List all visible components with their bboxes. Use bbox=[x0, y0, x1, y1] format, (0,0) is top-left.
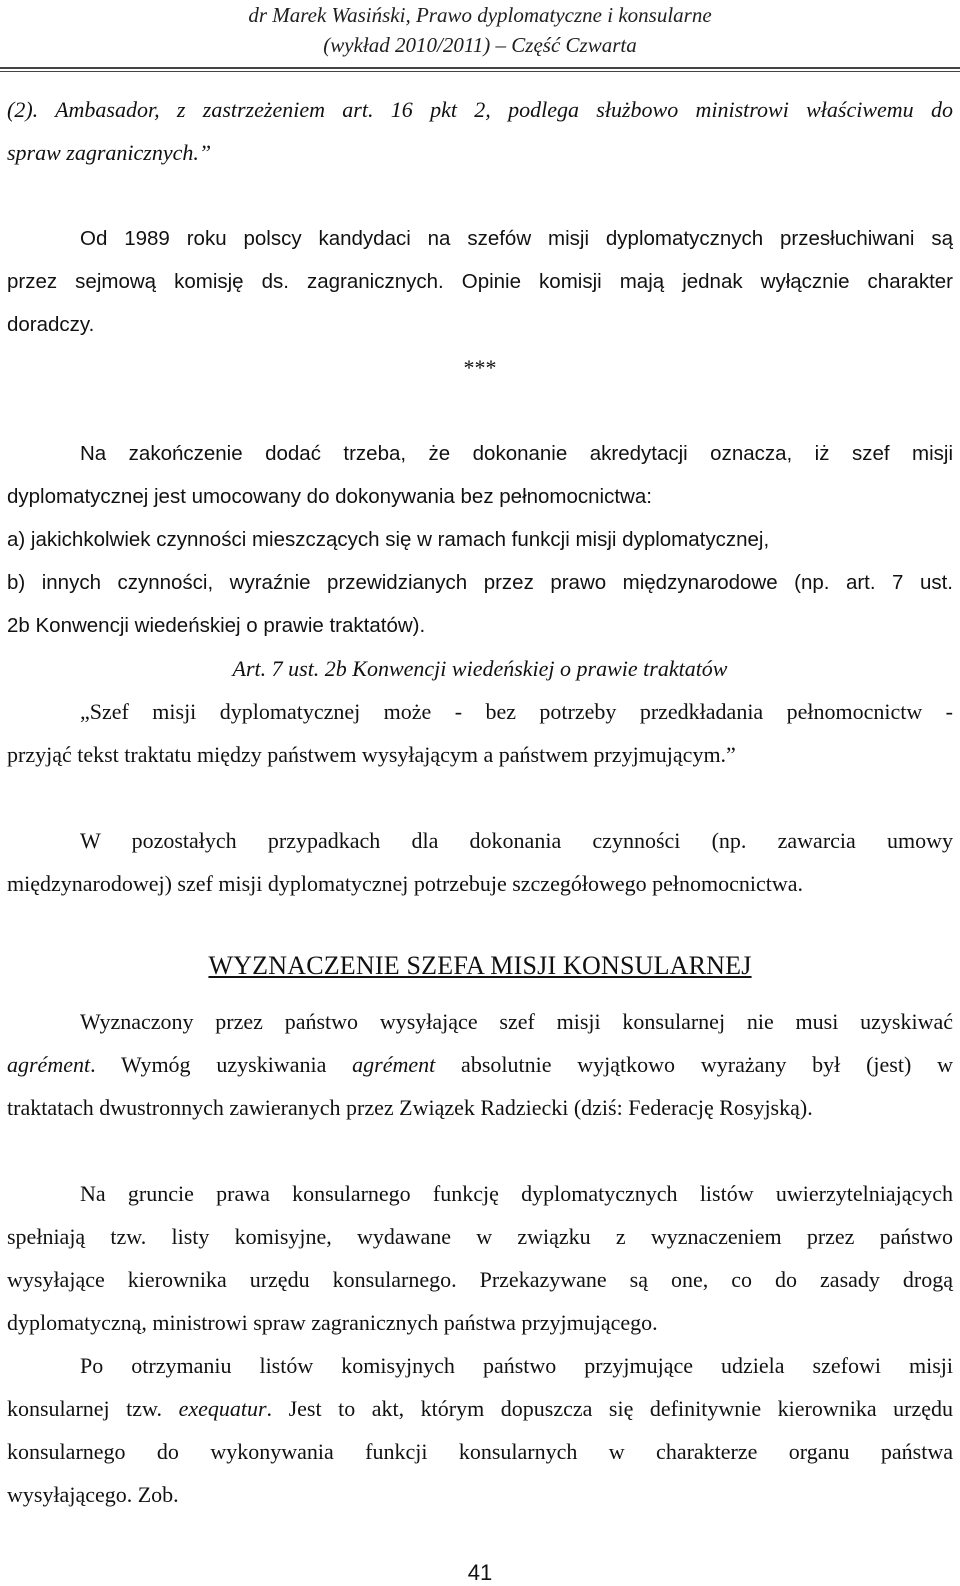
paragraph-line: dyplomatyczną, ministrowi spraw zagranicznych państwa przyjmującego. bbox=[7, 1310, 658, 1335]
paragraph-line: przez sejmową komisję ds. zagranicznych. Opinie komisji mają jednak wyłącznie charakter bbox=[7, 270, 953, 293]
paragraph-line: wysyłające kierownika urzędu konsularnego. Przekazywane są one, co do zasady drogą bbox=[7, 1267, 953, 1292]
paragraph-line: dyplomatycznej jest umocowany do dokonywania bez pełnomocnictwa: bbox=[7, 485, 652, 508]
quote-line: spraw zagranicznych.” bbox=[7, 140, 212, 165]
term-exequatur: exequatur bbox=[178, 1396, 267, 1421]
section-heading: WYZNACZENIE SZEFA MISJI KONSULARNEJ bbox=[208, 951, 752, 980]
term-agrement: agrément bbox=[352, 1052, 436, 1077]
paragraph-line: międzynarodowej) szef misji dyplomatycznej potrzebuje szczegółowego pełnomocnictwa. bbox=[7, 871, 803, 896]
paragraph-line: doradczy. bbox=[7, 313, 95, 336]
paragraph-line: W pozostałych przypadkach dla dokonania czynności (np. zawarcia umowy bbox=[80, 828, 953, 853]
text-span: absolutnie wyjątkowo wyrażany był (jest) w bbox=[435, 1052, 953, 1077]
text-span: konsularnej tzw. bbox=[7, 1396, 179, 1421]
header-rule-thick bbox=[0, 67, 960, 69]
header-lecture-part: (wykład 2010/2011) – Część Czwarta bbox=[323, 33, 637, 57]
quote-line: (2). Ambasador, z zastrzeżeniem art. 16 pkt 2, podlega służbowo ministrowi właściwemu do bbox=[7, 97, 953, 122]
article-quote-line: „Szef misji dyplomatycznej może - bez potrzeby przedkładania pełnomocnictw - bbox=[80, 699, 953, 724]
term-agrement: agrément bbox=[7, 1052, 91, 1077]
paragraph-line: Wyznaczony przez państwo wysyłające szef misji konsularnej nie musi uzyskiwać bbox=[80, 1009, 953, 1034]
list-item-a: a) jakichkolwiek czynności mieszczących się w ramach funkcji misji dyplomatycznej, bbox=[7, 528, 770, 551]
paragraph-line bbox=[7, 1387, 953, 1430]
list-item-b: 2b Konwencji wiedeńskiej o prawie traktatów). bbox=[7, 614, 426, 637]
article-title: Art. 7 ust. 2b Konwencji wiedeńskiej o prawie traktatów bbox=[232, 656, 728, 681]
paragraph-line: konsularnego do wykonywania funkcji konsularnych w charakterze organu państwa bbox=[7, 1439, 953, 1464]
paragraph-line: traktatach dwustronnych zawieranych przez Związek Radziecki (dziś: Federację Rosyjską). bbox=[7, 1095, 813, 1120]
header-rule-thin bbox=[0, 71, 960, 72]
article-quote-line: przyjąć tekst traktatu między państwem wysyłającym a państwem przyjmującym.” bbox=[7, 742, 736, 767]
page-number: 41 bbox=[467, 1560, 493, 1585]
list-item-b: b) innych czynności, wyraźnie przewidzianych przez prawo międzynarodowe (np. art. 7 ust. bbox=[7, 571, 953, 594]
text-span: . Wymóg uzyskiwania bbox=[90, 1052, 353, 1077]
header-author-title: dr Marek Wasiński, Prawo dyplomatyczne i konsularne bbox=[248, 3, 712, 27]
paragraph-line: Na zakończenie dodać trzeba, że dokonanie akredytacji oznacza, iż szef misji bbox=[80, 442, 953, 465]
paragraph-line: Po otrzymaniu listów komisyjnych państwo przyjmujące udziela szefowi misji bbox=[80, 1353, 953, 1378]
paragraph-line: Na gruncie prawa konsularnego funkcję dyplomatycznych listów uwierzytelniających bbox=[80, 1181, 953, 1206]
paragraph-line: wysyłającego. Zob. bbox=[7, 1482, 179, 1507]
section-separator: *** bbox=[463, 355, 497, 380]
paragraph-line bbox=[7, 1043, 953, 1086]
paragraph-line: Od 1989 roku polscy kandydaci na szefów misji dyplomatycznych przesłuchiwani są bbox=[80, 227, 953, 250]
text-span: . Jest to akt, którym dopuszcza się definitywnie kierownika urzędu bbox=[266, 1396, 953, 1421]
paragraph-line: spełniają tzw. listy komisyjne, wydawane w związku z wyznaczeniem przez państwo bbox=[7, 1224, 953, 1249]
